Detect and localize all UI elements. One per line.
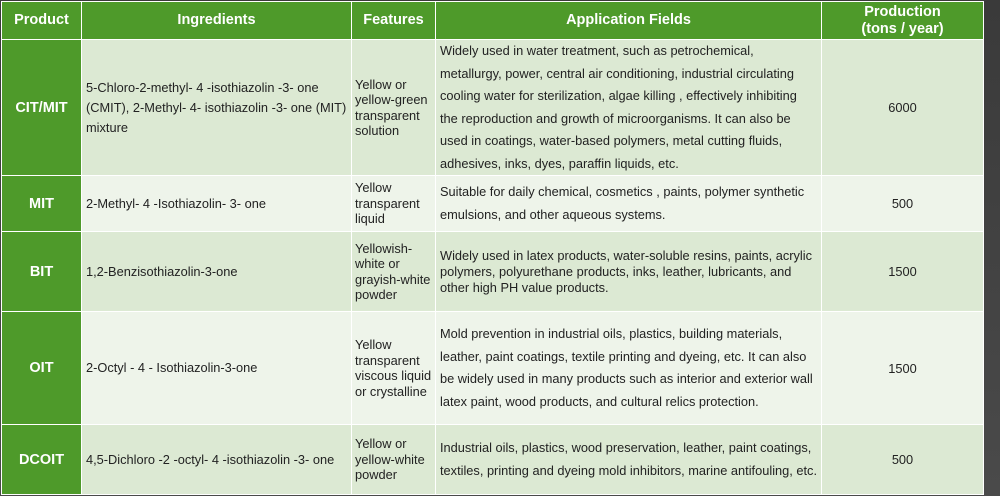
product-name: CIT/MIT bbox=[2, 40, 82, 176]
features-cell: Yellowish-white or grayish-white powder bbox=[352, 232, 436, 312]
application-cell: Suitable for daily chemical, cosmetics , paints, polymer synthetic emulsions, and other aqueous systems. bbox=[436, 176, 822, 232]
product-name: DCOIT bbox=[2, 425, 82, 495]
features-cell: Yellow or yellow-green transparent solution bbox=[352, 40, 436, 176]
table-row bbox=[2, 176, 984, 232]
ingredients-cell: 2-Octyl - 4 - Isothiazolin-3-one bbox=[82, 312, 352, 425]
header-features: Features bbox=[352, 2, 436, 40]
features-cell: Yellow transparent viscous liquid or crystalline bbox=[352, 312, 436, 425]
ingredients-cell: 1,2-Benzisothiazolin-3-one bbox=[82, 232, 352, 312]
production-cell: 500 bbox=[822, 176, 984, 232]
features-cell: Yellow or yellow-white powder bbox=[352, 425, 436, 495]
production-cell: 1500 bbox=[822, 312, 984, 425]
header-product: Product bbox=[2, 2, 82, 40]
application-cell: Widely used in latex products, water-soluble resins, paints, acrylic polymers, polyurethane products, inks, leather, lubricants, and other high PH value products. bbox=[436, 232, 822, 312]
production-cell: 1500 bbox=[822, 232, 984, 312]
production-cell: 6000 bbox=[822, 40, 984, 176]
header-production bbox=[822, 2, 984, 40]
header-row bbox=[2, 2, 984, 40]
header-production-line2: (tons / year) bbox=[861, 20, 944, 37]
ingredients-cell: 5-Chloro-2-methyl- 4 -isothiazolin -3- one (CMIT), 2-Methyl- 4- isothiazolin -3- one (MIT) mixture bbox=[82, 40, 352, 176]
table-row bbox=[2, 40, 984, 176]
table-row bbox=[2, 425, 984, 495]
ingredients-cell: 4,5-Dichloro -2 -octyl- 4 -isothiazolin -3- one bbox=[82, 425, 352, 495]
product-name: BIT bbox=[2, 232, 82, 312]
application-cell: Industrial oils, plastics, wood preservation, leather, paint coatings, textiles, printing and dyeing mold inhibitors, marine antifouling, etc. bbox=[436, 425, 822, 495]
application-cell: Widely used in water treatment, such as petrochemical, metallurgy, power, central air conditioning, industrial circulating cooling water for sterilization, algae killing , effectively inhibiting the reproduction and growth of microorganisms. It can also be used in coatings, water-based polymers, metal cutting fluids, adhesives, inks, dyes, paraffin liquids, etc. bbox=[436, 40, 822, 176]
header-application-fields: Application Fields bbox=[436, 2, 822, 40]
product-table bbox=[1, 1, 984, 495]
product-name: MIT bbox=[2, 176, 82, 232]
header-production-line1: Production bbox=[864, 3, 941, 20]
ingredients-cell: 2-Methyl- 4 -Isothiazolin- 3- one bbox=[82, 176, 352, 232]
product-name: OIT bbox=[2, 312, 82, 425]
production-cell: 500 bbox=[822, 425, 984, 495]
table-row bbox=[2, 232, 984, 312]
features-cell: Yellow transparent liquid bbox=[352, 176, 436, 232]
application-cell: Mold prevention in industrial oils, plastics, building materials, leather, paint coatings, textile printing and dyeing, etc. It can also be widely used in many products such as interior and exterior wall latex paint, wood products, and cultural relics protection. bbox=[436, 312, 822, 425]
table-row bbox=[2, 312, 984, 425]
header-ingredients: Ingredients bbox=[82, 2, 352, 40]
